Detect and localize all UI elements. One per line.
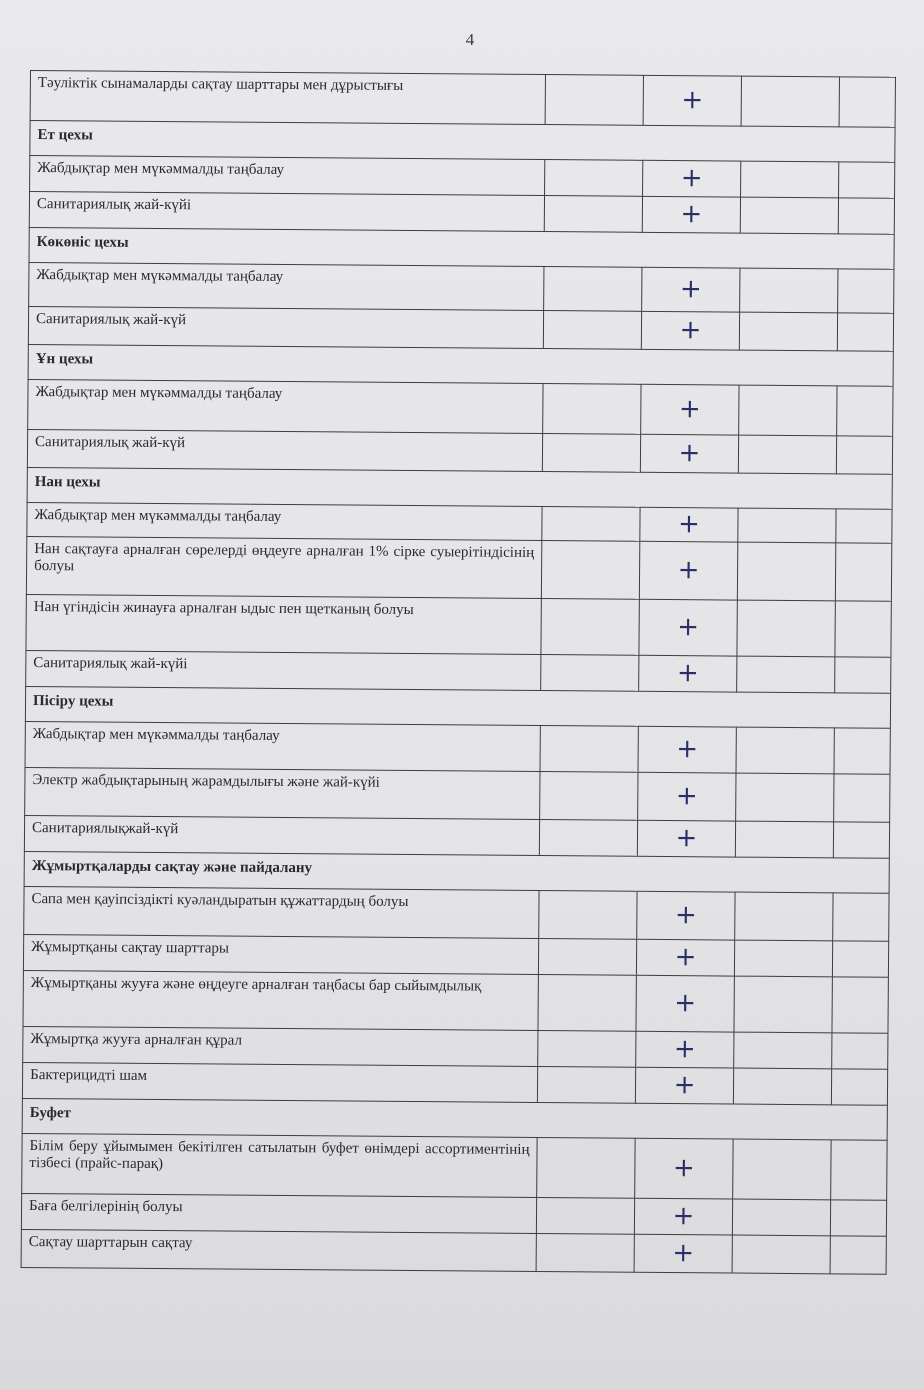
item-label: Білім беру ұйымымен бекітілген сатылатын буфет өнімдері ассортиментінің тізбесі (прайс-парақ) [22, 1133, 537, 1197]
empty-cell [736, 773, 834, 822]
empty-cell [739, 385, 837, 436]
check-mark: + [640, 507, 738, 542]
check-mark: + [634, 1234, 732, 1273]
empty-cell [839, 77, 895, 127]
empty-cell [740, 268, 838, 313]
table-row [21, 1229, 886, 1274]
check-mark: + [641, 311, 739, 350]
empty-cell [734, 1032, 832, 1069]
empty-cell [835, 601, 891, 657]
empty-cell [544, 196, 642, 233]
empty-cell [540, 772, 638, 821]
empty-cell [838, 198, 894, 234]
empty-cell [836, 509, 892, 543]
checklist-body [21, 71, 895, 1275]
empty-cell [837, 313, 893, 351]
empty-cell [835, 543, 891, 601]
item-label: Нан үгіндісін жинауға арналған ыдыс пен щетканың болуы [26, 594, 541, 654]
empty-cell [733, 1139, 831, 1200]
empty-cell [732, 1199, 830, 1236]
empty-cell [732, 1235, 830, 1274]
empty-cell [540, 726, 638, 773]
item-label: Жұмыртқа жууға арналған құрал [23, 1026, 538, 1066]
item-label: Баға белгілерінің болуы [21, 1193, 536, 1233]
item-label: Жабдықтар мен мүкәммалды таңбалау [27, 502, 542, 540]
check-mark: + [637, 891, 735, 940]
check-mark: + [634, 1198, 732, 1235]
empty-cell [832, 941, 888, 977]
section-title: Көкөніс цехы [29, 227, 894, 269]
item-label: Жабдықтар мен мүкәммалды таңбалау [28, 379, 543, 433]
section-title: Ет цехы [30, 121, 895, 163]
empty-cell [543, 384, 641, 435]
item-label: Санитариялық жай-күй [28, 306, 543, 348]
table-row [30, 71, 895, 128]
check-mark: + [635, 1138, 733, 1199]
empty-cell [545, 160, 643, 197]
empty-cell [831, 1140, 887, 1200]
item-label: Жабдықтар мен мүкәммалды таңбалау [29, 262, 544, 310]
empty-cell [539, 820, 637, 857]
empty-cell [838, 269, 894, 313]
item-label: Жұмыртқаны жууға және өңдеуге арналған таңбасы бар сыйымдылық [23, 970, 538, 1030]
empty-cell [542, 434, 640, 473]
check-mark: + [642, 267, 740, 312]
section-title: Жұмыртқаларды сақтау және пайдалану [24, 851, 889, 893]
empty-cell [541, 599, 639, 656]
item-label: Санитариялық жай-күйі [26, 650, 541, 690]
empty-cell [833, 822, 889, 858]
empty-cell [735, 821, 833, 858]
empty-cell [734, 976, 832, 1033]
page-number: 4 [465, 30, 475, 49]
check-mark: + [635, 1067, 733, 1104]
item-label: Жұмыртқаны сақтау шарттары [23, 934, 538, 974]
item-label: Жабдықтар мен мүкәммалды таңбалау [30, 156, 545, 196]
empty-cell [545, 75, 643, 126]
empty-cell [741, 161, 839, 198]
table-row [28, 379, 893, 436]
table-row [25, 767, 890, 822]
empty-cell [839, 162, 895, 198]
empty-cell [738, 435, 836, 474]
empty-cell [738, 508, 836, 543]
empty-cell [741, 76, 839, 127]
section-title: Буфет [22, 1098, 887, 1140]
checklist-sheet [21, 70, 895, 1275]
empty-cell [735, 892, 833, 941]
section-title: Ұн цехы [28, 344, 893, 386]
empty-cell [836, 436, 892, 474]
item-label: Электр жабдықтарының жарамдылығы және жай-күйі [25, 767, 540, 819]
empty-cell [544, 267, 642, 312]
check-mark: + [643, 75, 741, 126]
empty-cell [539, 891, 637, 940]
empty-cell [835, 657, 891, 693]
empty-cell [833, 893, 889, 941]
empty-cell [538, 975, 636, 1032]
item-label: Санитариялықжай-күй [24, 815, 539, 855]
empty-cell [834, 728, 890, 774]
section-title: Нан цехы [27, 467, 892, 509]
table-row [26, 536, 891, 601]
section-title: Пісіру цехы [25, 686, 890, 728]
check-mark: + [636, 1031, 734, 1068]
item-label: Сапа мен қауіпсіздікті куәландыратын құжаттардың болуы [24, 886, 539, 938]
empty-cell [543, 311, 641, 350]
empty-cell [737, 656, 835, 693]
empty-cell [541, 655, 639, 692]
check-mark: + [637, 820, 735, 857]
table-row [23, 970, 888, 1033]
empty-cell [832, 977, 888, 1033]
check-mark: + [636, 939, 734, 976]
empty-cell [733, 1068, 831, 1105]
empty-cell [837, 386, 893, 436]
table-row [22, 1133, 887, 1200]
check-mark: + [639, 599, 737, 656]
empty-cell [831, 1069, 887, 1105]
item-label: Сақтау шарттарын сақтау [21, 1229, 536, 1271]
empty-cell [830, 1236, 886, 1274]
table-row [26, 594, 891, 657]
check-mark: + [636, 975, 734, 1032]
item-label: Бактерицидті шам [22, 1062, 537, 1102]
check-mark: + [643, 160, 741, 197]
table-row [29, 262, 894, 313]
empty-cell [538, 939, 636, 976]
check-mark: + [638, 726, 736, 773]
empty-cell [536, 1234, 634, 1273]
check-mark: + [639, 541, 737, 600]
empty-cell [736, 727, 834, 774]
item-label: Санитариялық жай-күй [27, 429, 542, 471]
empty-cell [740, 197, 838, 234]
empty-cell [542, 507, 640, 542]
checklist-table [21, 70, 896, 1275]
item-label: Тәуліктік сынамаларды сақтау шарттары мен дұрыстығы [30, 71, 545, 125]
empty-cell [832, 1033, 888, 1069]
check-mark: + [638, 772, 736, 821]
check-mark: + [641, 384, 739, 435]
empty-cell [739, 312, 837, 351]
table-row [25, 721, 890, 774]
table-row [24, 886, 889, 941]
empty-cell [834, 774, 890, 822]
empty-cell [830, 1200, 886, 1236]
empty-cell [734, 940, 832, 977]
empty-cell [537, 1067, 635, 1104]
item-label: Санитариялық жай-күйі [29, 192, 544, 232]
empty-cell [537, 1138, 635, 1199]
empty-cell [538, 1031, 636, 1068]
empty-cell [536, 1198, 634, 1235]
check-mark: + [640, 434, 738, 473]
empty-cell [541, 541, 639, 600]
empty-cell [737, 542, 835, 601]
empty-cell [737, 600, 835, 657]
check-mark: + [642, 196, 740, 233]
check-mark: + [639, 655, 737, 692]
item-label: Нан сақтауға арналған сөрелерді өңдеуге арналған 1% сірке суыерітіндісінің болуы [26, 536, 541, 598]
item-label: Жабдықтар мен мүкәммалды таңбалау [25, 721, 540, 771]
